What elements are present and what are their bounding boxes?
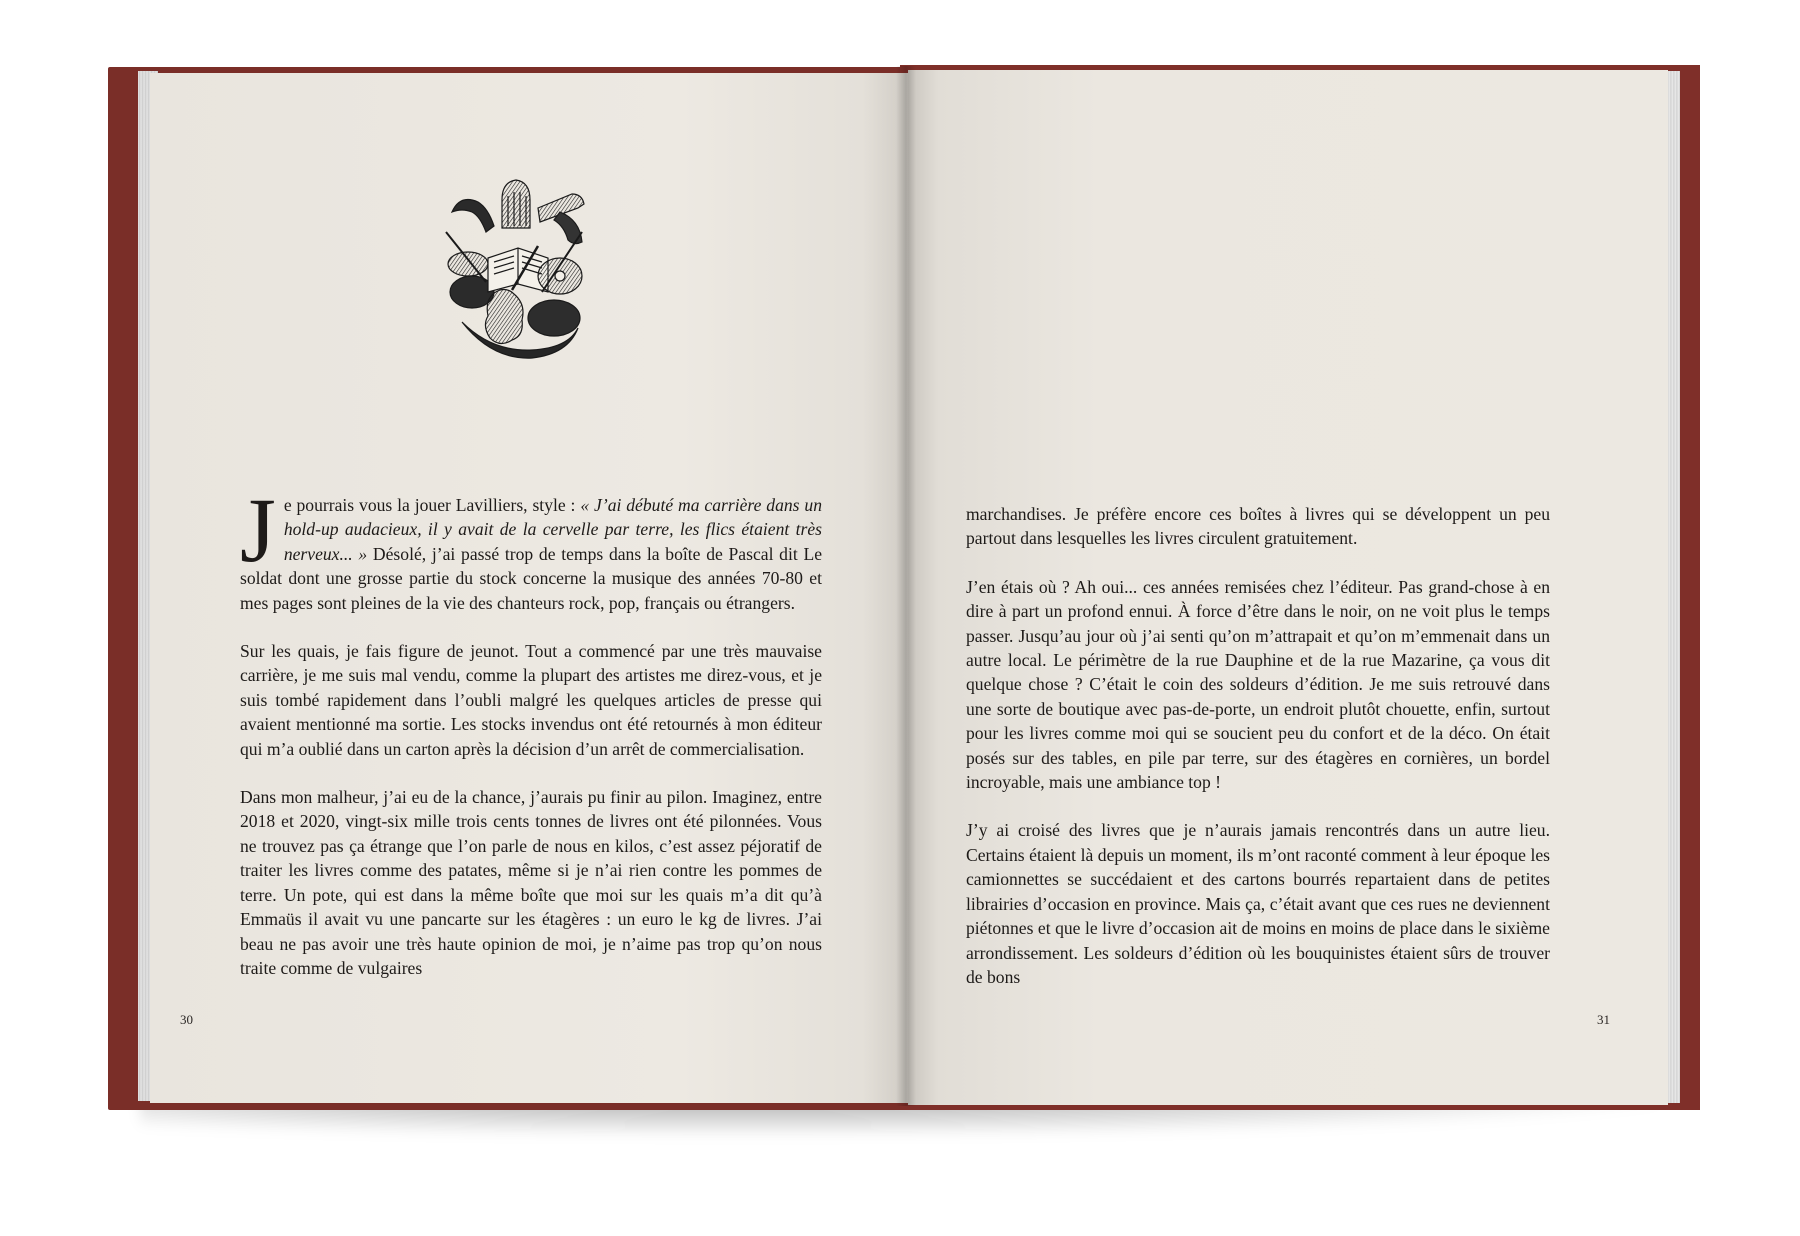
paragraph-1: marchandises. Je préfère encore ces boîtes à livres qui se développent un peu partout dans lesquelles les livres circulent gratuitement. (966, 504, 1550, 549)
book-gutter (896, 66, 916, 1106)
right-page-text (966, 502, 1550, 1013)
page-number-right: 31 (1597, 1012, 1610, 1027)
paragraph-2: J’en étais où ? Ah oui... ces années remisées chez l’éditeur. Pas grand-chose à en dire à part un profond ennui. À force d’être dans le noir, on ne voit plus le temps passer. Jusqu’au jour où j’ai senti qu’on m’attrapait et qu’on m’emmenait dans un autre local. Le périmètre de la rue Dauphine et de la rue Mazarine, ça vous dit quelque chose ? C’était le coin des soldeurs d’édition. Je me suis retrouvé dans une sorte de boutique avec pas-de-porte, un endroit plutôt chouette, enfin, surtout pour les livres comme moi qui se soucient peu du confort et de la déco. On était posés sur des tables, en pile par terre, sur des étagères en cornières, un bordel incroyable, mais une ambiance top ! (966, 576, 1550, 793)
left-page-text (240, 479, 823, 1004)
music-instruments-engraving-icon (442, 172, 590, 362)
paragraph-3: Dans mon malheur, j’ai eu de la chance, j’aurais pu finir au pilon. Imaginez, entre 2018 et 2020, vingt-six mille trois cents tonnes de livres ont été pilonnées. Vous ne trouvez pas ça étrange que l’on parle de nous en kilos, c’est assez péjoratif de traiter les livres comme des patates, même si je n’ai rien contre les pommes de terre. Un pote, qui est dans la même boîte que moi sur les quais m’a dit qu’à Emmaüs il avait vu une pancarte sur les étagères : un euro le kg de livres. J’ai beau ne pas avoir une très haute opinion de moi, je n’aime pas trop qu’on nous traite comme de vulgaires (240, 787, 822, 978)
paragraph-2: Sur les quais, je fais figure de jeunot. Tout a commencé par une très mauvaise carrière, je me suis mal vendu, comme la plupart des artistes me direz-vous, et je suis tombé rapidement dans l’oubli malgré les quelques articles de presse qui avaient mentionné ma sortie. Les stocks invendus ont été retournés à mon éditeur qui m’a oublié dans un carton après la décision d’un arrêt de commercialisation. (240, 641, 822, 759)
page-number-left: 30 (180, 1012, 193, 1027)
paragraph-1-start: e pourrais vous la jouer Lavilliers, style : (283, 495, 581, 515)
drop-cap: J (240, 479, 276, 581)
paragraph-3: J’y ai croisé des livres que je n’aurais jamais rencontrés dans un autre lieu. Certains étaient là depuis un moment, ils m’ont raconté comment à leur époque les camionnettes se succédaient et des cartons bourrés repartaient dans de petites librairies d’occasion en province. Mais ça, c’était avant que ces rues ne deviennent piétonnes et que le livre d’occasion ait de moins en moins de place dans le sixième arrondissement. Les soldeurs d’édition où les bouquinistes étaient sûrs de trouver de bons (966, 820, 1550, 987)
paragraph-1-end: Désolé, j’ai passé trop de temps dans la boîte de Pascal dit Le soldat dont une grosse partie du stock concerne la musique des années 70-80 et mes pages sont pleines de la vie des chanteurs rock, pop, français ou étrangers. (240, 543, 823, 613)
paragraph-1 (240, 479, 823, 615)
lavilliers-quote: « J’ai débuté ma carrière dans un hold-up audacieux, il y avait de la cervelle par terre, les flics étaient très nerveux... » (283, 495, 822, 564)
